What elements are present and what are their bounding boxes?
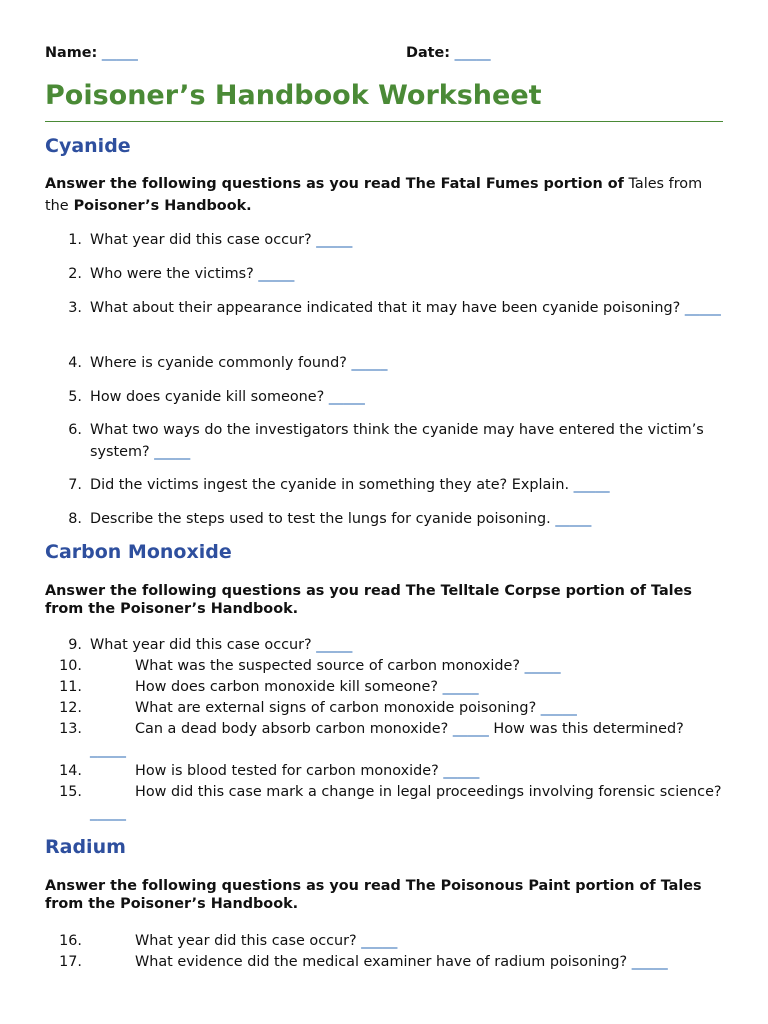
intro-bold-part-2: Poisoner’s Handbook.	[68, 198, 252, 214]
title-divider	[45, 121, 723, 122]
question-text: How did this case mark a change in legal proceedings involving forensic science?	[135, 784, 722, 800]
question-item	[45, 782, 723, 824]
question-text: What year did this case occur?	[90, 637, 317, 653]
question-number: 6.	[68, 422, 82, 438]
question-item	[45, 761, 723, 782]
intro-normal-part: Tales from the	[45, 176, 703, 214]
section-intro-radium	[45, 877, 717, 913]
question-text: What about their appearance indicated that it may have been cyanide poisoning?	[90, 300, 685, 316]
intro-bold-part: Answer the following questions as you read The Fatal Fumes portion of	[45, 176, 624, 192]
question-item	[45, 508, 723, 530]
question-text: How is blood tested for carbon monoxide?	[135, 763, 444, 779]
question-text: What evidence did the medical examiner have of radium poisoning?	[135, 954, 632, 970]
answer-blank[interactable]: _____	[90, 805, 126, 821]
question-item	[45, 386, 723, 408]
question-text: What was the suspected source of carbon monoxide?	[135, 658, 525, 674]
question-text-followup: How was this determined?	[488, 721, 684, 737]
question-number: 15.	[59, 784, 82, 800]
question-item	[45, 352, 723, 374]
question-text: How does cyanide kill someone?	[90, 389, 329, 405]
question-item	[45, 952, 723, 973]
question-number: 10.	[59, 658, 82, 674]
name-label: Name:	[45, 45, 98, 61]
intro-bold-part: Answer the following questions as you read The Telltale Corpse portion of Tales from the Poisoner’s Handbook.	[45, 583, 692, 617]
question-item	[45, 719, 723, 761]
question-number: 14.	[59, 763, 82, 779]
date-blank[interactable]: _____	[454, 45, 491, 61]
question-item	[45, 297, 723, 319]
answer-blank[interactable]: _____	[258, 266, 295, 282]
question-item	[45, 635, 723, 656]
answer-blank[interactable]: _____	[452, 721, 489, 737]
answer-blank[interactable]: _____	[443, 763, 480, 779]
question-text: Where is cyanide commonly found?	[90, 355, 352, 371]
question-text: Who were the victims?	[90, 266, 259, 282]
question-text: What year did this case occur?	[135, 933, 362, 949]
intro-bold-part: Answer the following questions as you read The Poisonous Paint portion of Tales from the Poisoner’s Handbook.	[45, 878, 702, 912]
answer-blank[interactable]: _____	[328, 389, 365, 405]
question-text: Describe the steps used to test the lungs for cyanide poisoning.	[90, 511, 556, 527]
date-field	[406, 45, 491, 61]
answer-blank[interactable]: _____	[361, 933, 398, 949]
section-heading-radium: Radium	[45, 836, 126, 858]
answer-blank[interactable]: _____	[351, 355, 388, 371]
section-intro-cyanide	[45, 173, 717, 217]
answer-blank[interactable]: _____	[316, 637, 353, 653]
header-row	[45, 45, 723, 67]
answer-blank-followup[interactable]: _____	[90, 742, 126, 758]
question-item	[45, 263, 723, 285]
question-number: 12.	[59, 700, 82, 716]
question-number: 2.	[68, 266, 82, 282]
answer-blank[interactable]: _____	[540, 700, 577, 716]
question-text: How does carbon monoxide kill someone?	[135, 679, 443, 695]
question-text: What are external signs of carbon monoxide poisoning?	[135, 700, 541, 716]
question-number: 4.	[68, 355, 82, 371]
question-number: 17.	[59, 954, 82, 970]
question-number: 1.	[68, 232, 82, 248]
name-blank[interactable]: _____	[101, 45, 138, 61]
page-title: Poisoner’s Handbook Worksheet	[45, 80, 542, 111]
answer-blank[interactable]: _____	[442, 679, 479, 695]
question-text: What year did this case occur?	[90, 232, 317, 248]
name-field	[45, 45, 138, 61]
question-text: Did the victims ingest the cyanide in something they ate? Explain.	[90, 477, 574, 493]
section-heading-carbon-monoxide: Carbon Monoxide	[45, 541, 232, 563]
answer-blank[interactable]: _____	[316, 232, 353, 248]
date-label: Date:	[406, 45, 451, 61]
answer-blank[interactable]: _____	[631, 954, 668, 970]
answer-blank[interactable]: _____	[524, 658, 561, 674]
answer-blank[interactable]: _____	[555, 511, 592, 527]
question-item	[45, 677, 723, 698]
question-number: 5.	[68, 389, 82, 405]
section-intro-carbon-monoxide	[45, 582, 717, 618]
question-number: 16.	[59, 933, 82, 949]
question-item	[45, 474, 723, 496]
question-number: 7.	[68, 477, 82, 493]
question-number: 8.	[68, 511, 82, 527]
question-item	[45, 656, 723, 677]
question-item	[45, 419, 723, 463]
question-item	[45, 698, 723, 719]
section-heading-cyanide: Cyanide	[45, 135, 131, 157]
question-item	[45, 229, 723, 251]
question-number: 9.	[68, 637, 82, 653]
question-number: 13.	[59, 721, 82, 737]
question-number: 11.	[59, 679, 82, 695]
question-number: 3.	[68, 300, 82, 316]
answer-blank[interactable]: _____	[684, 300, 721, 316]
question-text: What two ways do the investigators think the cyanide may have entered the victim’s system?	[90, 422, 704, 460]
answer-blank[interactable]: _____	[573, 477, 610, 493]
question-item	[45, 931, 723, 952]
question-text: Can a dead body absorb carbon monoxide?	[135, 721, 453, 737]
answer-blank[interactable]: _____	[154, 444, 191, 460]
